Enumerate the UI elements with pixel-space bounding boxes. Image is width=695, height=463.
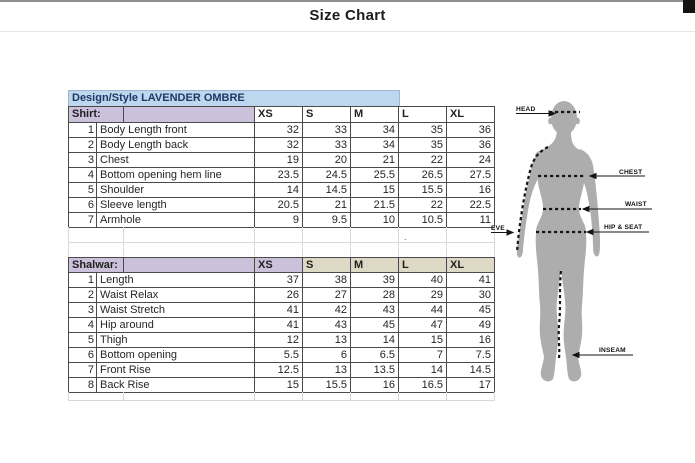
size-value-cell: 20 (303, 153, 351, 168)
measurement-label-cell: Body Length front (97, 123, 255, 138)
size-value-cell: 39 (351, 273, 399, 288)
table-row (69, 303, 495, 318)
size-value-cell: 13 (303, 333, 351, 348)
size-value-cell: 14 (351, 333, 399, 348)
shirt-header-row (69, 107, 495, 123)
size-value-cell: 29 (399, 288, 447, 303)
shalwar-size-header-l: L (399, 258, 447, 273)
measurement-label-cell: Thigh (97, 333, 255, 348)
measurement-label-cell: Bottom opening (97, 348, 255, 363)
size-value-cell: 34 (351, 123, 399, 138)
measurement-label-cell: Length (97, 273, 255, 288)
size-value-cell: 7 (399, 348, 447, 363)
size-value-cell: 22 (399, 153, 447, 168)
measurement-label-cell: Armhole (97, 213, 255, 228)
size-value-cell: 10.5 (399, 213, 447, 228)
design-style-banner: Design/Style LAVENDER OMBRE (68, 90, 400, 107)
size-value-cell: 16.5 (399, 378, 447, 393)
size-value-cell: 43 (303, 318, 351, 333)
shalwar-header-spacer (124, 258, 255, 273)
size-value-cell: 21 (303, 198, 351, 213)
size-value-cell: 34 (351, 138, 399, 153)
size-value-cell: 27 (303, 288, 351, 303)
size-value-cell: 32 (255, 123, 303, 138)
shalwar-header-row (69, 258, 495, 273)
size-value-cell: 14.5 (447, 363, 495, 378)
sleeve-label: EVE (491, 225, 505, 232)
size-value-cell: 41 (255, 303, 303, 318)
size-value-cell: 6 (303, 348, 351, 363)
size-value-cell: 24 (447, 153, 495, 168)
size-value-cell: 14.5 (303, 183, 351, 198)
row-number-cell: 6 (69, 348, 97, 363)
measurement-label-cell: Shoulder (97, 183, 255, 198)
size-value-cell: 33 (303, 123, 351, 138)
size-value-cell: 9 (255, 213, 303, 228)
table-row (69, 318, 495, 333)
gridline (254, 392, 255, 400)
row-number-cell: 2 (69, 138, 97, 153)
row-number-cell: 5 (69, 333, 97, 348)
size-value-cell: 19 (255, 153, 303, 168)
table-row (69, 183, 495, 198)
size-value-cell: 16 (447, 333, 495, 348)
size-value-cell: 40 (399, 273, 447, 288)
size-value-cell: 35 (399, 123, 447, 138)
size-value-cell: 17 (447, 378, 495, 393)
row-number-cell: 1 (69, 123, 97, 138)
gridline (123, 392, 124, 400)
size-value-cell: 45 (447, 303, 495, 318)
shalwar-table-body (69, 273, 495, 393)
shirt-size-header-s: S (303, 107, 351, 123)
table-row (69, 288, 495, 303)
top-edge-strip (0, 0, 695, 2)
table-row (69, 363, 495, 378)
shirt-size-header-m: M (351, 107, 399, 123)
size-value-cell: 13 (303, 363, 351, 378)
size-value-cell: 36 (447, 138, 495, 153)
shalwar-size-header-m: M (351, 258, 399, 273)
shirt-size-header-xs: XS (255, 107, 303, 123)
size-value-cell: 9.5 (303, 213, 351, 228)
size-value-cell: 11 (447, 213, 495, 228)
shalwar-section-label: Shalwar: (69, 258, 124, 273)
row-number-cell: 5 (69, 183, 97, 198)
table-row (69, 273, 495, 288)
hip-seat-label: HIP & SEAT (604, 224, 643, 231)
table-row (69, 198, 495, 213)
size-value-cell: 41 (255, 318, 303, 333)
size-value-cell: 15.5 (303, 378, 351, 393)
row-number-cell: 8 (69, 378, 97, 393)
size-value-cell: 23.5 (255, 168, 303, 183)
shirt-size-header-l: L (399, 107, 447, 123)
table-row (69, 138, 495, 153)
size-value-cell: 22.5 (447, 198, 495, 213)
measurement-label-cell: Chest (97, 153, 255, 168)
shirt-table-body (69, 123, 495, 228)
size-value-cell: 22 (399, 198, 447, 213)
gridline (68, 242, 495, 243)
size-value-cell: 6.5 (351, 348, 399, 363)
size-value-cell: 15.5 (399, 183, 447, 198)
size-value-cell: 27.5 (447, 168, 495, 183)
table-row (69, 378, 495, 393)
size-value-cell: 15 (351, 183, 399, 198)
size-value-cell: 26 (255, 288, 303, 303)
size-value-cell: 13.5 (351, 363, 399, 378)
measurement-label-cell: Waist Relax (97, 288, 255, 303)
size-value-cell: 20.5 (255, 198, 303, 213)
size-value-cell: 16 (351, 378, 399, 393)
gridline (68, 400, 495, 401)
size-value-cell: 35 (399, 138, 447, 153)
size-value-cell: 26.5 (399, 168, 447, 183)
table-row (69, 333, 495, 348)
row-number-cell: 1 (69, 273, 97, 288)
size-value-cell: 44 (399, 303, 447, 318)
size-value-cell: 14 (255, 183, 303, 198)
measurement-label-cell: Sleeve length (97, 198, 255, 213)
shirt-size-table (68, 106, 495, 228)
shalwar-size-header-xl: XL (447, 258, 495, 273)
size-value-cell: 41 (447, 273, 495, 288)
size-value-cell: 25.5 (351, 168, 399, 183)
size-value-cell: 45 (351, 318, 399, 333)
gridline (350, 392, 351, 400)
page-title: Size Chart (309, 7, 386, 24)
size-value-cell: 14 (399, 363, 447, 378)
size-value-cell: 15 (255, 378, 303, 393)
chest-label: CHEST (619, 169, 643, 176)
size-value-cell: 42 (303, 303, 351, 318)
header-divider (0, 31, 695, 32)
table-row (69, 123, 495, 138)
size-value-cell: 21 (351, 153, 399, 168)
head-label: HEAD (516, 106, 536, 113)
shalwar-size-header-s: S (303, 258, 351, 273)
shirt-header-spacer (124, 107, 255, 123)
size-value-cell: 37 (255, 273, 303, 288)
row-number-cell: 7 (69, 213, 97, 228)
measurement-label-cell: Body Length back (97, 138, 255, 153)
size-value-cell: 38 (303, 273, 351, 288)
size-value-cell: 16 (447, 183, 495, 198)
row-number-cell: 3 (69, 303, 97, 318)
gridline (446, 392, 447, 400)
row-number-cell: 3 (69, 153, 97, 168)
size-value-cell: 24.5 (303, 168, 351, 183)
size-value-cell: 7.5 (447, 348, 495, 363)
table-row (69, 348, 495, 363)
size-value-cell: 12.5 (255, 363, 303, 378)
size-value-cell: 49 (447, 318, 495, 333)
shirt-size-header-xl: XL (447, 107, 495, 123)
measurement-label-cell: Back Rise (97, 378, 255, 393)
table-row (69, 153, 495, 168)
row-number-cell: 2 (69, 288, 97, 303)
size-value-cell: 36 (447, 123, 495, 138)
stray-cell-mark: . (404, 232, 407, 242)
table-row (69, 168, 495, 183)
waist-label: WAIST (625, 201, 647, 208)
gridline (398, 392, 399, 400)
inseam-label: INSEAM (599, 347, 626, 354)
size-value-cell: 43 (351, 303, 399, 318)
size-value-cell: 30 (447, 288, 495, 303)
measurement-label-cell: Hip around (97, 318, 255, 333)
row-number-cell: 6 (69, 198, 97, 213)
measurement-label-cell: Bottom opening hem line (97, 168, 255, 183)
shalwar-size-header-xs: XS (255, 258, 303, 273)
size-value-cell: 12 (255, 333, 303, 348)
size-value-cell: 10 (351, 213, 399, 228)
shalwar-size-table (68, 257, 495, 393)
gridline (68, 392, 69, 400)
row-number-cell: 4 (69, 318, 97, 333)
measurement-label-cell: Waist Stretch (97, 303, 255, 318)
row-number-cell: 4 (69, 168, 97, 183)
size-value-cell: 47 (399, 318, 447, 333)
size-value-cell: 5.5 (255, 348, 303, 363)
gridline (302, 392, 303, 400)
size-value-cell: 33 (303, 138, 351, 153)
size-value-cell: 32 (255, 138, 303, 153)
size-value-cell: 15 (399, 333, 447, 348)
measurement-label-cell: Front Rise (97, 363, 255, 378)
body-measurement-diagram (488, 95, 688, 430)
row-number-cell: 7 (69, 363, 97, 378)
size-value-cell: 21.5 (351, 198, 399, 213)
size-value-cell: 28 (351, 288, 399, 303)
table-row (69, 213, 495, 228)
shirt-section-label: Shirt: (69, 107, 124, 123)
